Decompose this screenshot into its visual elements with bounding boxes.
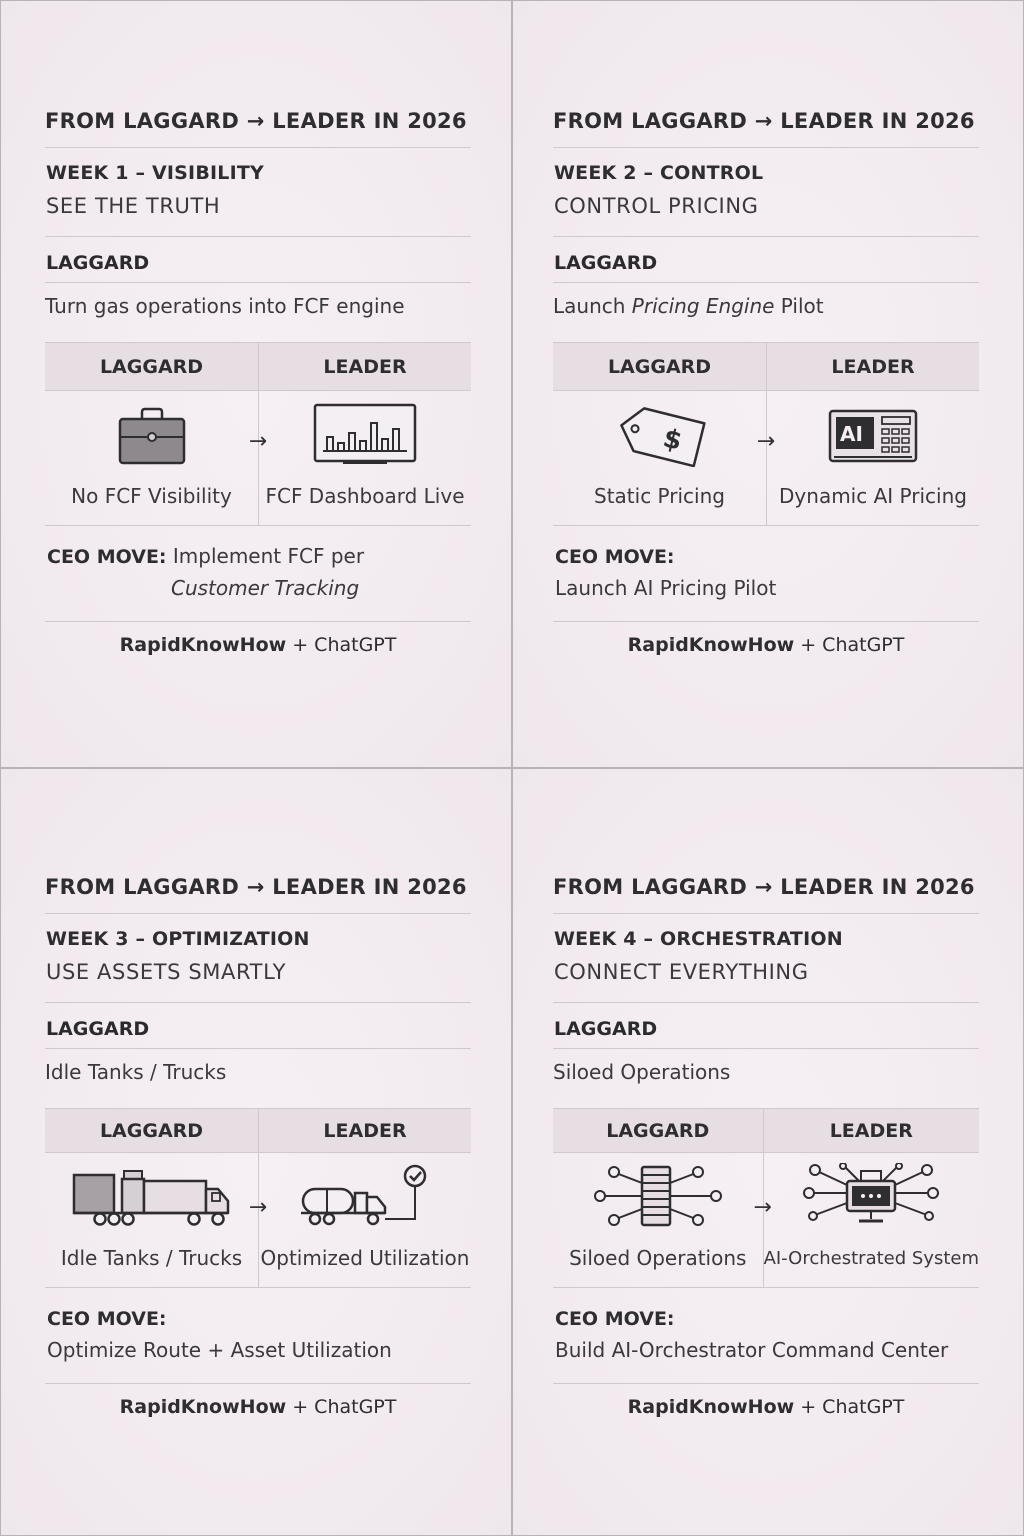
column-header-leader: LEADER — [259, 1109, 471, 1153]
laggard-label: Siloed Operations — [569, 1246, 747, 1270]
ceo-move-text: Launch AI Pricing Pilot — [555, 576, 777, 600]
laggard-column — [45, 343, 258, 525]
ceo-move — [553, 526, 979, 622]
panel-week-4 — [512, 768, 1024, 1536]
panel-content — [45, 109, 471, 656]
week-title: WEEK 2 – CONTROL — [554, 162, 764, 184]
week-block — [553, 148, 979, 237]
comparison-table — [45, 343, 471, 526]
ceo-move-label: CEO MOVE: — [555, 546, 675, 568]
column-header-laggard: LAGGARD — [45, 343, 258, 391]
panel-content — [45, 875, 471, 1418]
panel-week-1 — [0, 0, 512, 768]
arrow-icon: → — [756, 429, 776, 454]
laggard-column — [553, 343, 766, 525]
panel-week-2 — [512, 0, 1024, 768]
leader-column — [248, 343, 471, 525]
credit-partner: + ChatGPT — [794, 1396, 905, 1418]
leader-column — [756, 343, 979, 525]
comparison-table — [553, 1109, 979, 1288]
laggard-description: Idle Tanks / Trucks — [45, 1049, 471, 1109]
comparison-table — [553, 343, 979, 526]
credit-brand: RapidKnowHow — [119, 634, 287, 656]
week-subtitle: CONNECT EVERYTHING — [554, 960, 809, 984]
arrow-icon: → — [248, 1195, 268, 1220]
credit-line — [45, 1384, 471, 1418]
leader-label: AI-Orchestrated System — [763, 1247, 979, 1269]
week-block — [45, 914, 471, 1003]
column-header-leader: LEADER — [764, 1109, 979, 1153]
laggard-label: Static Pricing — [594, 484, 725, 508]
week-title: WEEK 1 – VISIBILITY — [46, 162, 264, 184]
ceo-move-label: CEO MOVE: — [47, 1308, 167, 1330]
credit-partner: + ChatGPT — [286, 634, 397, 656]
credit-brand: RapidKnowHow — [627, 634, 795, 656]
panel-content — [553, 109, 979, 656]
laggard-heading: LAGGARD — [45, 1003, 471, 1049]
ceo-move-label: CEO MOVE: — [555, 1308, 675, 1330]
ceo-move-text: Optimize Route + Asset Utilization — [47, 1338, 392, 1362]
laggard-description-pre: Launch — [553, 294, 632, 318]
credit-partner: + ChatGPT — [286, 1396, 397, 1418]
laggard-label: No FCF Visibility — [71, 484, 232, 508]
ceo-move-text: Implement FCF per — [172, 544, 365, 568]
ceo-move — [45, 526, 471, 622]
arrow-icon: → — [753, 1195, 772, 1220]
svg-text:$: $ — [659, 423, 685, 457]
week-subtitle: USE ASSETS SMARTLY — [46, 960, 287, 984]
comparison-table — [45, 1109, 471, 1288]
leader-column — [753, 1109, 979, 1287]
panel-content — [553, 875, 979, 1418]
panel-week-3 — [0, 768, 512, 1536]
credit-partner: + ChatGPT — [794, 634, 905, 656]
headline: FROM LAGGARD → LEADER IN 2026 — [45, 875, 471, 914]
leader-label: FCF Dashboard Live — [265, 484, 465, 508]
week-subtitle: SEE THE TRUTH — [46, 194, 221, 218]
laggard-description-emphasis: Pricing Engine — [631, 294, 775, 318]
dashboard-chart-icon — [313, 403, 417, 467]
laggard-label: Idle Tanks / Trucks — [60, 1246, 243, 1270]
laggard-heading: LAGGARD — [45, 237, 471, 283]
laggard-heading: LAGGARD — [553, 237, 979, 283]
tank-truck-icon — [72, 1167, 232, 1229]
leader-column — [248, 1109, 471, 1287]
price-tag-icon — [614, 405, 706, 467]
column-header-leader: LEADER — [259, 343, 471, 391]
credit-line — [45, 622, 471, 656]
ceo-move-text-continued: Customer Tracking — [171, 576, 360, 600]
week-subtitle: CONTROL PRICING — [554, 194, 759, 218]
arrow-icon: → — [248, 429, 268, 454]
credit-brand: RapidKnowHow — [627, 1396, 795, 1418]
laggard-description: Siloed Operations — [553, 1049, 979, 1109]
ai-machine-icon — [828, 409, 918, 467]
ceo-move-text: Build AI-Orchestrator Command Center — [555, 1338, 949, 1362]
laggard-column — [553, 1109, 763, 1287]
column-header-leader: LEADER — [767, 343, 979, 391]
headline: FROM LAGGARD → LEADER IN 2026 — [553, 109, 979, 148]
leader-label: Dynamic AI Pricing — [779, 484, 967, 508]
column-header-laggard: LAGGARD — [553, 343, 766, 391]
laggard-column — [45, 1109, 258, 1287]
svg-text:AI: AI — [840, 422, 863, 446]
laggard-heading: LAGGARD — [553, 1003, 979, 1049]
laggard-description: Turn gas operations into FCF engine — [45, 283, 471, 343]
optimized-truck-icon — [297, 1163, 433, 1229]
credit-line — [553, 622, 979, 656]
briefcase-icon — [116, 405, 188, 467]
credit-brand: RapidKnowHow — [119, 1396, 287, 1418]
week-title: WEEK 4 – ORCHESTRATION — [554, 928, 843, 950]
ceo-move-label: CEO MOVE: — [47, 546, 167, 568]
laggard-description-post: Pilot — [774, 294, 824, 318]
week-title: WEEK 3 – OPTIMIZATION — [46, 928, 310, 950]
headline: FROM LAGGARD → LEADER IN 2026 — [45, 109, 471, 148]
leader-label: Optimized Utilization — [260, 1246, 470, 1270]
ceo-move — [553, 1288, 979, 1384]
laggard-description — [553, 283, 979, 343]
credit-line — [553, 1384, 979, 1418]
column-header-laggard: LAGGARD — [45, 1109, 258, 1153]
siloed-network-icon — [592, 1163, 724, 1229]
ceo-move — [45, 1288, 471, 1384]
column-header-laggard: LAGGARD — [553, 1109, 763, 1153]
week-block — [553, 914, 979, 1003]
orchestrated-network-icon — [803, 1163, 939, 1229]
headline: FROM LAGGARD → LEADER IN 2026 — [553, 875, 979, 914]
week-block — [45, 148, 471, 237]
